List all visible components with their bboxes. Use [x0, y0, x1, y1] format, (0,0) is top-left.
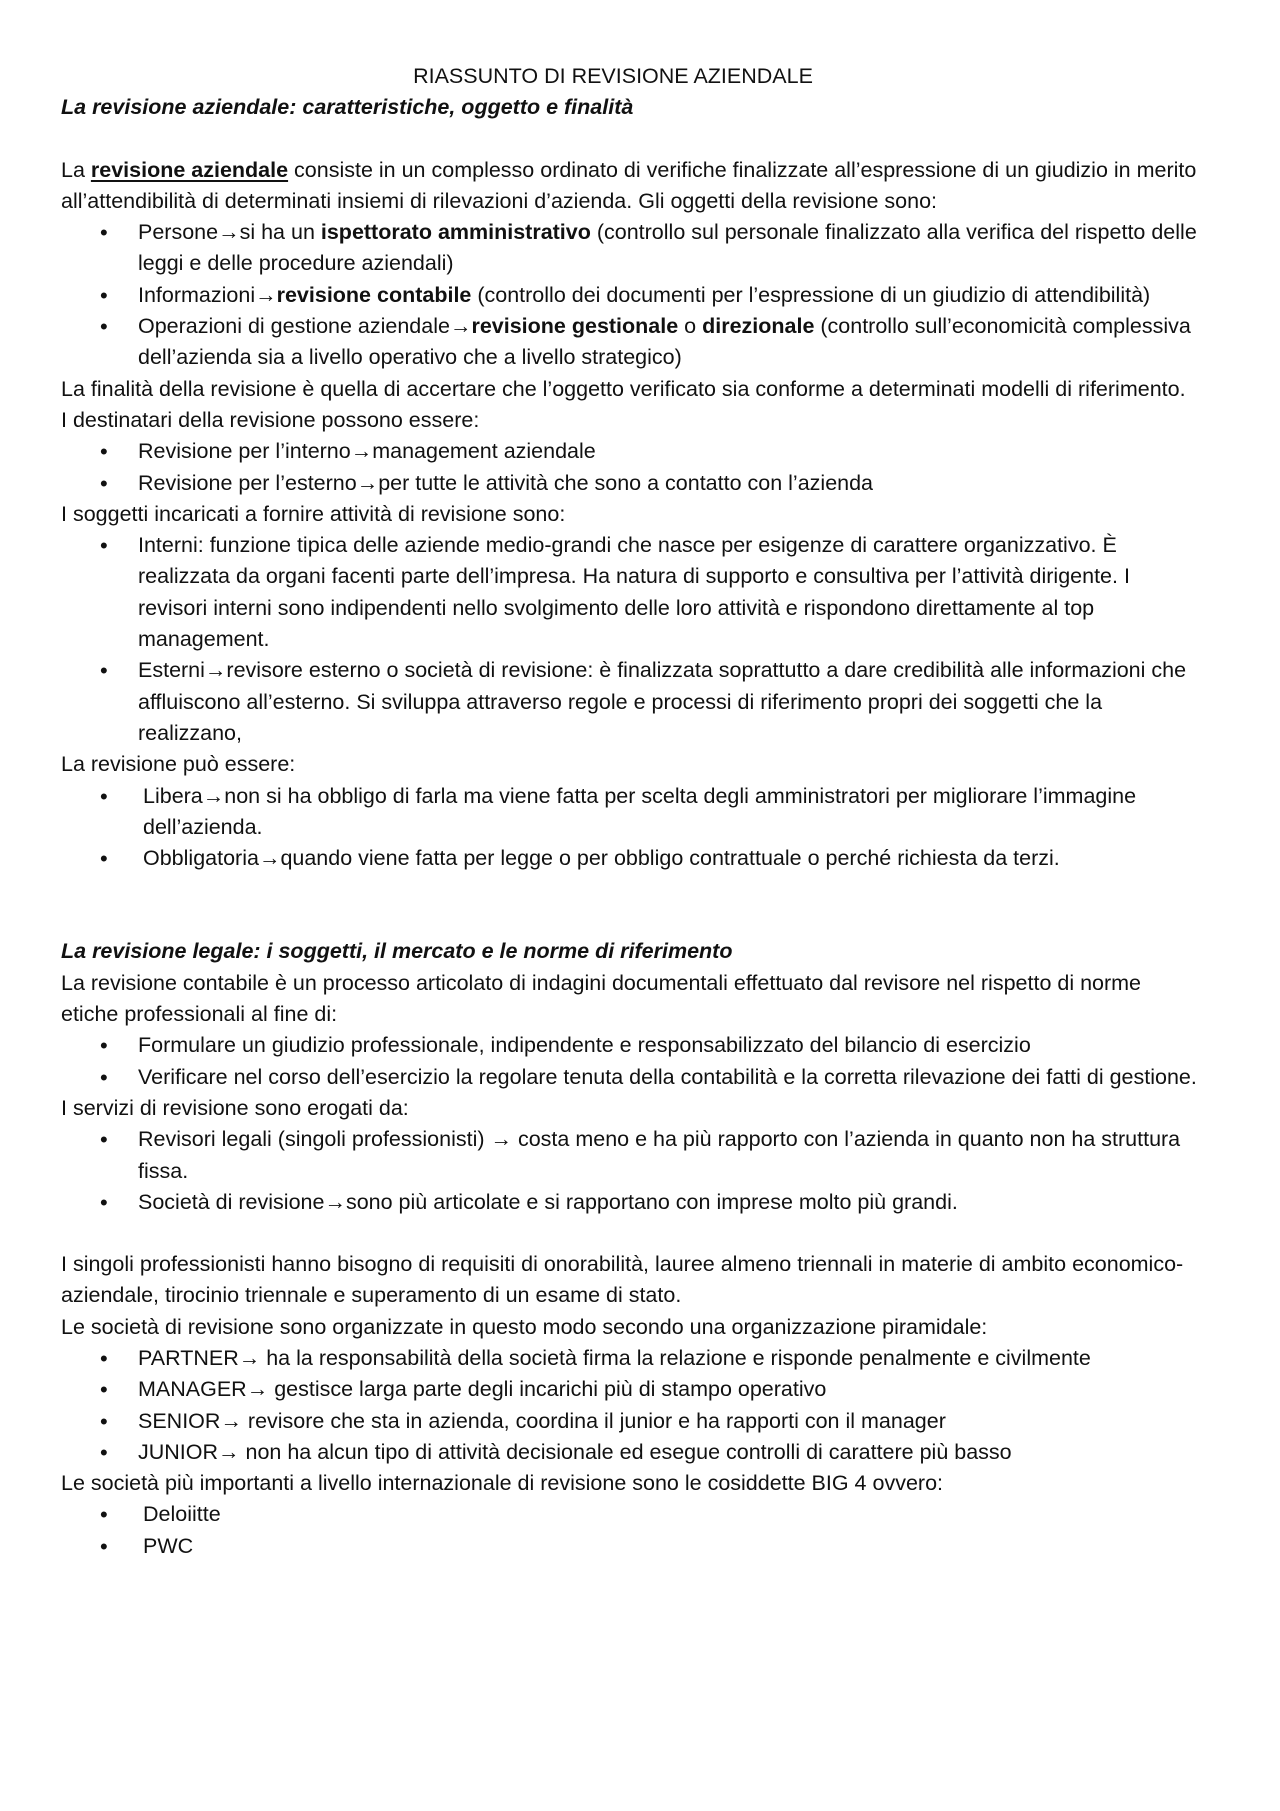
item-rest: sono più articolate e si rapportano con imprese molto più grandi. [345, 1189, 958, 1214]
big4-list [61, 1499, 1200, 1562]
list-item [138, 1124, 1200, 1187]
org-intro: Le società di revisione sono organizzate in questo modo secondo una organizzazione piramidale: [61, 1314, 988, 1339]
list-item [138, 217, 1200, 280]
item-lead: MANAGER [138, 1377, 247, 1402]
list-item [138, 655, 1200, 749]
list-item: • Deloiitte [138, 1499, 1200, 1530]
item-rest: management aziendale [372, 439, 596, 464]
spacer [61, 1218, 1200, 1249]
item-rest: quando viene fatta per legge o per obbligo contrattuale o perché richiesta da terzi. [280, 846, 1060, 871]
item-lead: Revisione per l’interno [138, 439, 351, 464]
list-item: • Formulare un giudizio professionale, indipendente e responsabilizzato del bilancio di esercizio [138, 1030, 1200, 1061]
spacer [61, 874, 1200, 936]
arrow-icon: → [204, 658, 227, 683]
list-item: • PWC [138, 1531, 1200, 1562]
arrow-icon: → [356, 470, 379, 495]
providers-intro: I servizi di revisione sono erogati da: [61, 1095, 409, 1120]
roles-list [61, 1343, 1200, 1468]
item-lead: JUNIOR [138, 1439, 219, 1464]
list-item [138, 1437, 1200, 1468]
section-heading-revisione-aziendale: La revisione aziendale: caratteristiche, oggetto e finalità [61, 95, 634, 120]
term-revisione-aziendale: revisione aziendale [90, 157, 289, 182]
arrow-icon: → [350, 439, 373, 464]
list-item: • Verificare nel corso dell’esercizio la regolare tenuta della contabilità e la corretta rilevazione dei fatti di gestione. [138, 1062, 1200, 1093]
item-rest: (controllo sull’economicità complessiva dell’azienda sia a livello operativo che a livello strategico) [138, 314, 1191, 370]
list-item [138, 843, 1200, 874]
providers-list [61, 1124, 1200, 1218]
arrow-icon: → [324, 1189, 346, 1214]
item-rest: revisore che sta in azienda, coordina il junior e ha rapporti con il manager [241, 1408, 946, 1433]
item-rest: revisore esterno o società di revisione: è finalizzata soprattutto a dare credibilità alle informazioni che affluiscono all’esterno. Si sviluppa attraverso regole e processi di riferimento propri dei soggetti che la realizzano, [138, 658, 1187, 745]
purpose-paragraph: La finalità della revisione è quella di accertare che l’oggetto verificato sia conforme a determinati modelli di riferimento. [61, 376, 1186, 401]
item-lead: Società di revisione [138, 1189, 325, 1214]
item-rest: per tutte le attività che sono a contatto con l’azienda [378, 470, 874, 495]
arrow-icon: → [238, 1345, 261, 1370]
document-title: RIASSUNTO DI REVISIONE AZIENDALE [413, 64, 813, 88]
list-item [138, 311, 1200, 374]
big4-intro: Le società più importanti a livello internazionale di revisione sono le cosiddette BIG 4 ovvero: [61, 1471, 943, 1496]
list-item [138, 436, 1200, 467]
recipients-list [61, 436, 1200, 499]
item-lead: Obbligatoria [143, 846, 259, 871]
item-strong: revisione contabile [276, 282, 472, 307]
arrow-icon: → [202, 783, 225, 808]
objects-list [61, 217, 1200, 373]
spacer [61, 124, 1200, 155]
item-mid: o [678, 314, 703, 339]
list-item [138, 781, 1200, 844]
arrow-icon: → [490, 1127, 512, 1152]
types-intro: La revisione può essere: [61, 752, 296, 777]
item-strong-2: direzionale [702, 314, 815, 339]
aims-list [61, 1030, 1200, 1093]
item-lead: PARTNER [138, 1345, 239, 1370]
list-item [138, 1374, 1200, 1405]
list-item [138, 530, 1200, 655]
item-text: si ha un [239, 220, 321, 245]
list-item [138, 468, 1200, 499]
section-heading-revisione-legale: La revisione legale: i soggetti, il mercato e le norme di riferimento [61, 939, 733, 964]
item-lead: Esterni [138, 658, 205, 683]
item-strong: ispettorato amministrativo [320, 220, 591, 245]
item-rest: (controllo dei documenti per l’espressione di un giudizio di attendibilità) [471, 282, 1151, 307]
requirements-paragraph: I singoli professionisti hanno bisogno di requisiti di onorabilità, lauree almeno triennali in materie di ambito economico-aziendale, tirocinio triennale e superamento di un esame di stato. [61, 1252, 1184, 1308]
intro-post: consiste in un complesso ordinato di verifiche finalizzate all’espressione di un giudizio in merito all’attendibilità di determinati insiemi di rilevazioni d’azienda. Gli oggetti della revisione sono: [61, 157, 1197, 213]
item-lead: SENIOR [138, 1408, 221, 1433]
subjects-intro: I soggetti incaricati a fornire attività di revisione sono: [61, 501, 566, 526]
item-rest: gestisce larga parte degli incarichi più di stampo operativo [268, 1377, 827, 1402]
item-rest: costa meno e ha più rapporto con l’azienda in quanto non ha struttura fissa. [138, 1127, 1181, 1183]
item-lead: Libera [143, 783, 203, 808]
subjects-list [61, 530, 1200, 749]
recipients-intro: I destinatari della revisione possono essere: [61, 407, 480, 432]
arrow-icon: → [255, 282, 277, 307]
item-lead: Persone [138, 220, 219, 245]
item-rest: ha la responsabilità della società firma la relazione e risponde penalmente e civilmente [260, 1345, 1091, 1370]
types-list [61, 781, 1200, 875]
list-item [138, 280, 1200, 311]
item-lead: Informazioni [138, 282, 256, 307]
item-rest: (controllo sul personale finalizzato alla verifica del rispetto delle leggi e delle procedure aziendali) [138, 220, 1197, 276]
section2-intro: La revisione contabile è un processo articolato di indagini documentali effettuato dal revisore nel rispetto di norme etiche professionali al fine di: [61, 970, 1142, 1027]
arrow-icon: → [258, 846, 281, 871]
list-item [138, 1343, 1200, 1374]
arrow-icon: → [246, 1377, 269, 1402]
intro-paragraph [61, 155, 1200, 218]
intro-pre: La [61, 157, 91, 182]
arrow-icon: → [218, 1439, 240, 1464]
arrow-icon: → [220, 1408, 242, 1433]
item-lead: Interni: funzione tipica delle aziende medio-grandi che nasce per esigenze di carattere organizzativo. È realizzata da organi facenti parte dell’impresa. Ha natura di supporto e consultiva per l’attività dirigente. I revisori interni sono indipendenti nello svolgimento delle loro attività e rispondono direttamente al top management. [138, 533, 1130, 652]
item-rest: non si ha obbligo di farla ma viene fatta per scelta degli amministratori per migliorare l’immagine dell’azienda. [143, 783, 1137, 839]
item-lead: Revisione per l’esterno [138, 470, 357, 495]
item-lead: Operazioni di gestione aziendale [138, 314, 450, 339]
list-item [138, 1406, 1200, 1437]
arrow-icon: → [449, 314, 472, 339]
arrow-icon: → [218, 220, 240, 245]
item-lead: Revisori legali (singoli professionisti) [138, 1127, 491, 1152]
list-item [138, 1187, 1200, 1218]
item-rest: non ha alcun tipo di attività decisionale ed esegue controlli di carattere più basso [239, 1439, 1012, 1464]
item-strong: revisione gestionale [471, 314, 679, 339]
